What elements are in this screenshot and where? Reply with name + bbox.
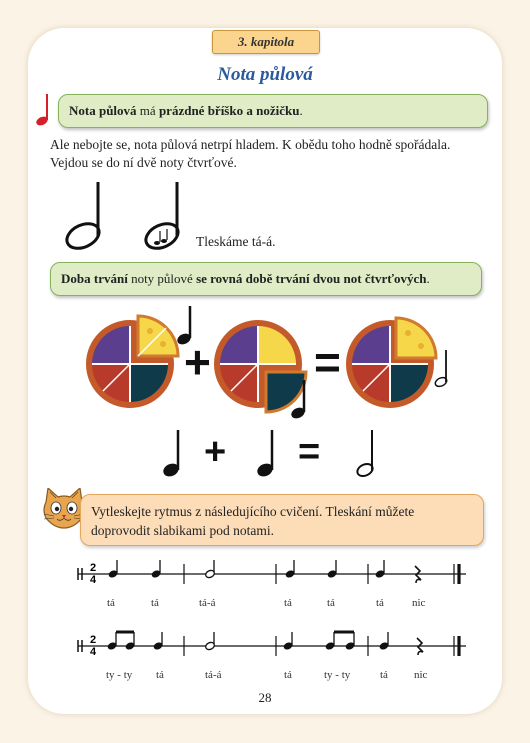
quarter-note — [153, 632, 164, 651]
paragraph-line-1: Ale nebojte se, nota půlová netrpí hladem. K obědu toho hodně spořádala. — [50, 137, 451, 152]
page-title: Nota půlová — [217, 64, 313, 85]
page-number: 28 — [258, 690, 272, 705]
quarter-note — [285, 560, 296, 579]
syllable-r1-2: tá — [151, 597, 159, 609]
pizza-equation — [80, 304, 460, 484]
plus-sign: + — [184, 336, 211, 388]
time-signature-top: 2 — [90, 562, 97, 574]
eighth-note-pair — [325, 632, 356, 651]
syllable-r2-4: tá — [284, 669, 292, 681]
half-note-icon — [355, 430, 374, 478]
time-signature-top: 2 — [90, 634, 97, 646]
red-half-note-icon — [34, 90, 54, 130]
rule-connector: noty půlové — [127, 271, 197, 286]
equals-sign: = — [298, 431, 321, 473]
exercise-instructions-box — [80, 494, 484, 546]
pizza-icon — [214, 320, 306, 412]
syllable-r1-5: tá — [327, 597, 335, 609]
exercise-line-2: doprovodit slabikami pod notami. — [91, 523, 274, 538]
rhythm-staff-row-1 — [78, 560, 466, 586]
period: . — [426, 271, 430, 286]
term-description: prázdné bříško a nožičku — [158, 103, 300, 118]
quarter-note — [151, 560, 162, 579]
quarter-note — [375, 560, 386, 579]
pizza-icon — [346, 318, 436, 408]
plus-sign: + — [204, 431, 227, 473]
chapter-label: 3. kapitola — [212, 30, 320, 54]
paragraph-line-2: Vejdou se do ní dvě noty čtvrťové. — [50, 155, 237, 170]
syllable-r2-5: ty - ty — [324, 669, 351, 681]
quarter-note-icon — [161, 430, 181, 479]
exercise-line-1: Vytleskejte rytmus z následujícího cvičení. Tleskání můžete — [91, 504, 415, 519]
equals-sign: = — [314, 336, 341, 388]
duration-rule-box — [50, 262, 482, 296]
syllable-r1-3: tá-á — [199, 597, 216, 609]
syllable-r2-7: nic — [414, 669, 428, 681]
quarter-note — [327, 560, 338, 579]
pizza-icon — [86, 316, 178, 408]
definition-box — [58, 94, 488, 128]
time-signature-bottom: 4 — [90, 574, 97, 586]
quarter-note-icon — [255, 430, 275, 479]
clap-text: Tleskáme tá-á. — [196, 234, 276, 249]
quarter-note — [379, 632, 390, 651]
rhythm-staff-row-2 — [78, 632, 466, 658]
quarter-note — [283, 632, 294, 651]
half-note-with-quarters — [142, 182, 182, 253]
quarter-note — [108, 560, 119, 579]
syllable-r2-6: tá — [380, 669, 388, 681]
syllable-r1-4: tá — [284, 597, 292, 609]
half-note — [205, 560, 216, 579]
syllable-r2-3: tá-á — [205, 669, 222, 681]
syllable-r1-1: tá — [107, 597, 115, 609]
half-note-large — [63, 182, 103, 253]
syllable-r1-6: tá — [376, 597, 384, 609]
half-note — [205, 632, 216, 651]
rule-statement: se rovná době trvání dvou not čtvrťových — [196, 271, 427, 286]
term-bold: Nota půlová — [69, 103, 137, 118]
syllable-r2-2: tá — [156, 669, 164, 681]
rhythm-exercise — [70, 556, 470, 686]
rule-term: Doba trvání — [61, 271, 128, 286]
syllable-r1-7: nic — [412, 597, 426, 609]
syllable-r2-1: ty - ty — [106, 669, 133, 681]
period: . — [299, 103, 303, 118]
half-note-illustration — [50, 176, 200, 256]
term-connector: má — [136, 103, 159, 118]
time-signature-bottom: 4 — [90, 646, 97, 658]
intro-paragraph — [50, 136, 490, 172]
eighth-note-pair — [107, 632, 136, 651]
